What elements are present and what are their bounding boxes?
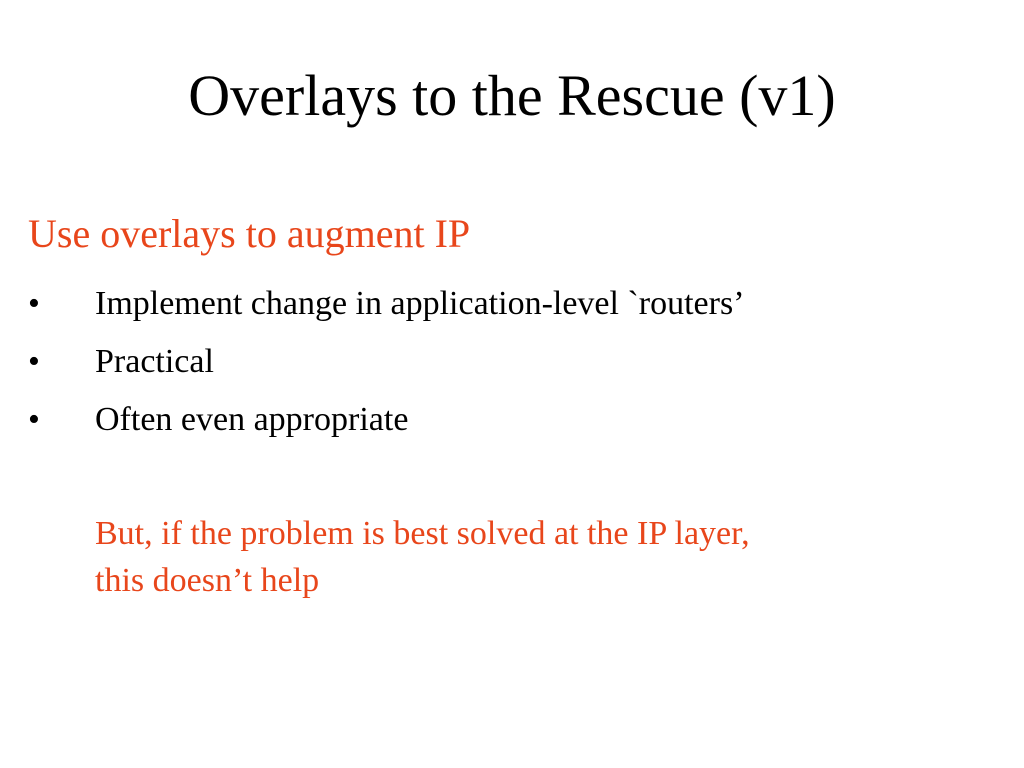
slide-title: Overlays to the Rescue (v1): [188, 63, 836, 128]
bullet-icon: •: [28, 285, 40, 322]
note-line: this doesn’t help: [95, 562, 320, 599]
bullet-icon: •: [28, 343, 40, 380]
slide-note: [95, 510, 975, 604]
bullet-text: Practical: [95, 343, 214, 380]
bullet-icon: •: [28, 401, 40, 438]
slide-subheading: Use overlays to augment IP: [28, 211, 471, 256]
bullet-text: Often even appropriate: [95, 401, 409, 438]
note-line: But, if the problem is best solved at the IP layer,: [95, 515, 750, 552]
bullet-text: Implement change in application-level `routers’: [95, 285, 745, 322]
